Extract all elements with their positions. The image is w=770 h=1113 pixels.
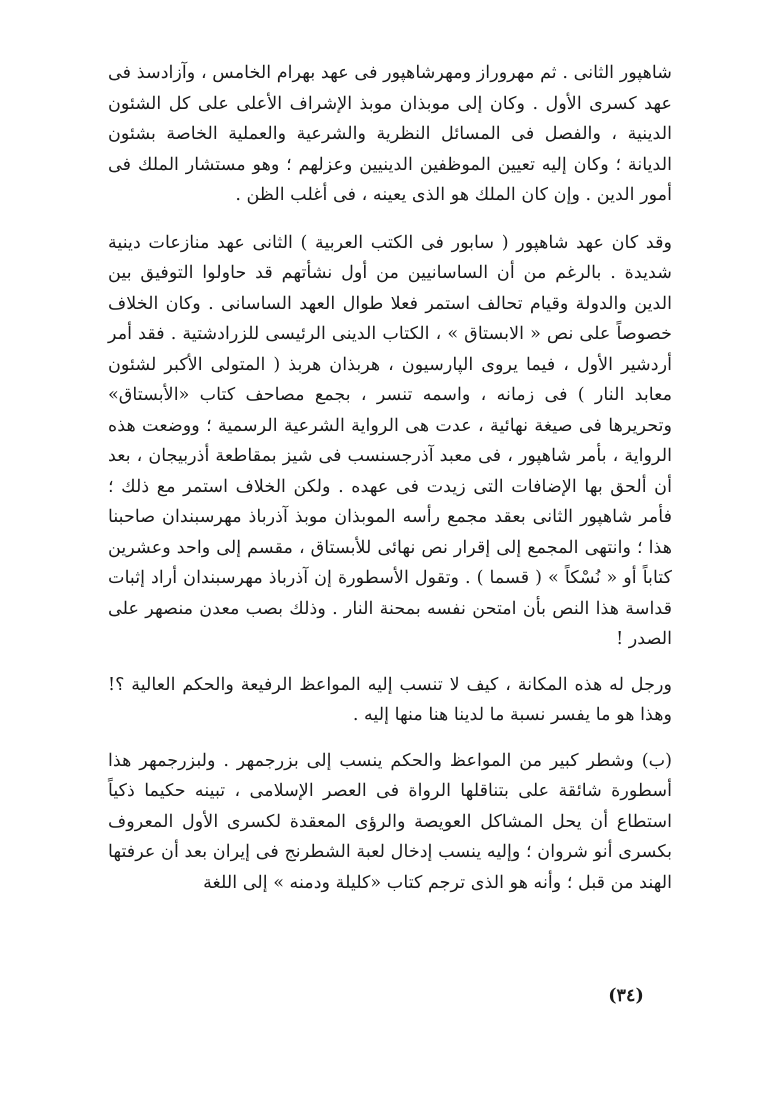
page-number: (٣٤) <box>608 985 644 1006</box>
paragraph-1: شاهپور الثانى . ثم مهروراز ومهرشاهپور فى عهد بهرام الخامس ، وآزادسذ فى عهد كسرى الأول . وكان إلى موبذان موبذ الإشراف الأعلى على كل الشئون الدينية ، والفصل فى المسائل النظرية والشرعية والعملية الخاصة بشئون الديانة ؛ وكان إليه تعيين الموظفين الدينيين وعزلهم ؛ وهو مستشار الملك فى أمور الدين . وإن كان الملك هو الذى يعينه ، فى أغلب الظن . <box>108 63 672 205</box>
paragraph-4: (ب) وشطر كبير من المواعظ والحكم ينسب إلى بزرجمهر . ولبزرجمهر هذا أسطورة شائقة على بتناقلها الرواة فى العصر الإسلامى ، تبينه حكيما ذكياً استطاع أن يحل المشاكل العويصة والرؤى المعقدة لكسرى الأول المعروف بكسرى أنو شروان ؛ وإليه ينسب إدخال لعبة الشطرنج فى إيران بعد أن عرفتها الهند من قبل ؛ وأنه هو الذى ترجم كتاب «كليلة ودمنه » إلى اللغة <box>108 750 672 893</box>
paragraph-3: ورجل له هذه المكانة ، كيف لا تنسب إليه المواعظ الرفيعة والحكم العالية ؟! وهذا هو ما يفسر نسبة ما لدينا هنا منها إليه . <box>108 674 672 725</box>
paragraph-2: وقد كان عهد شاهپور ( سابور فى الكتب العربية ) الثانى عهد منازعات دينية شديدة . بالرغم من أن الساسانيين من أول نشأتهم قد حاولوا التوفيق بين الدين والدولة وقيام تحالف استمر فعلا طوال العهد الساسانى . وكان الخلاف خصوصاً على نص « الابستاق » ، الكتاب الدينى الرئيسى للزرادشتية . فقد أمر أردشير الأول ، فيما يروى الپارسيون ، هربذان هربذ ( المتولى الأكبر لشئون معابد النار ) فى زمانه ، واسمه تنسر ، بجمع مصاحف كتاب «الأبستاق» وتحريرها فى صيغة نهائية ، عدت هى الرواية الشرعية الرسمية ؛ ووضعت هذه الرواية ، بأمر شاهپور ، فى معبد آذرجسنسب فى شيز بمقاطعة أذربيجان ، بعد أن ألحق بها الإضافات التى زيدت فى عهده . ولكن الخلاف استمر مع ذلك ؛ فأمر شاهپور الثانى بعقد مجمع رأسه الموبذان موبذ آذرباذ مهرسبندان صاحبنا هذا ؛ وانتهى المجمع إلى إقرار نص نهائى للأبستاق ، مقسم إلى واحد وعشرين كتاباً أو « نُسْكاً » ( قسما ) . وتقول الأسطورة إن آذرباذ مهرسبندان أراد إثبات قداسة هذا النص بأن امتحن نفسه بمحنة النار . وذلك بصب معدن منصهر على الصدر ! <box>108 232 672 649</box>
